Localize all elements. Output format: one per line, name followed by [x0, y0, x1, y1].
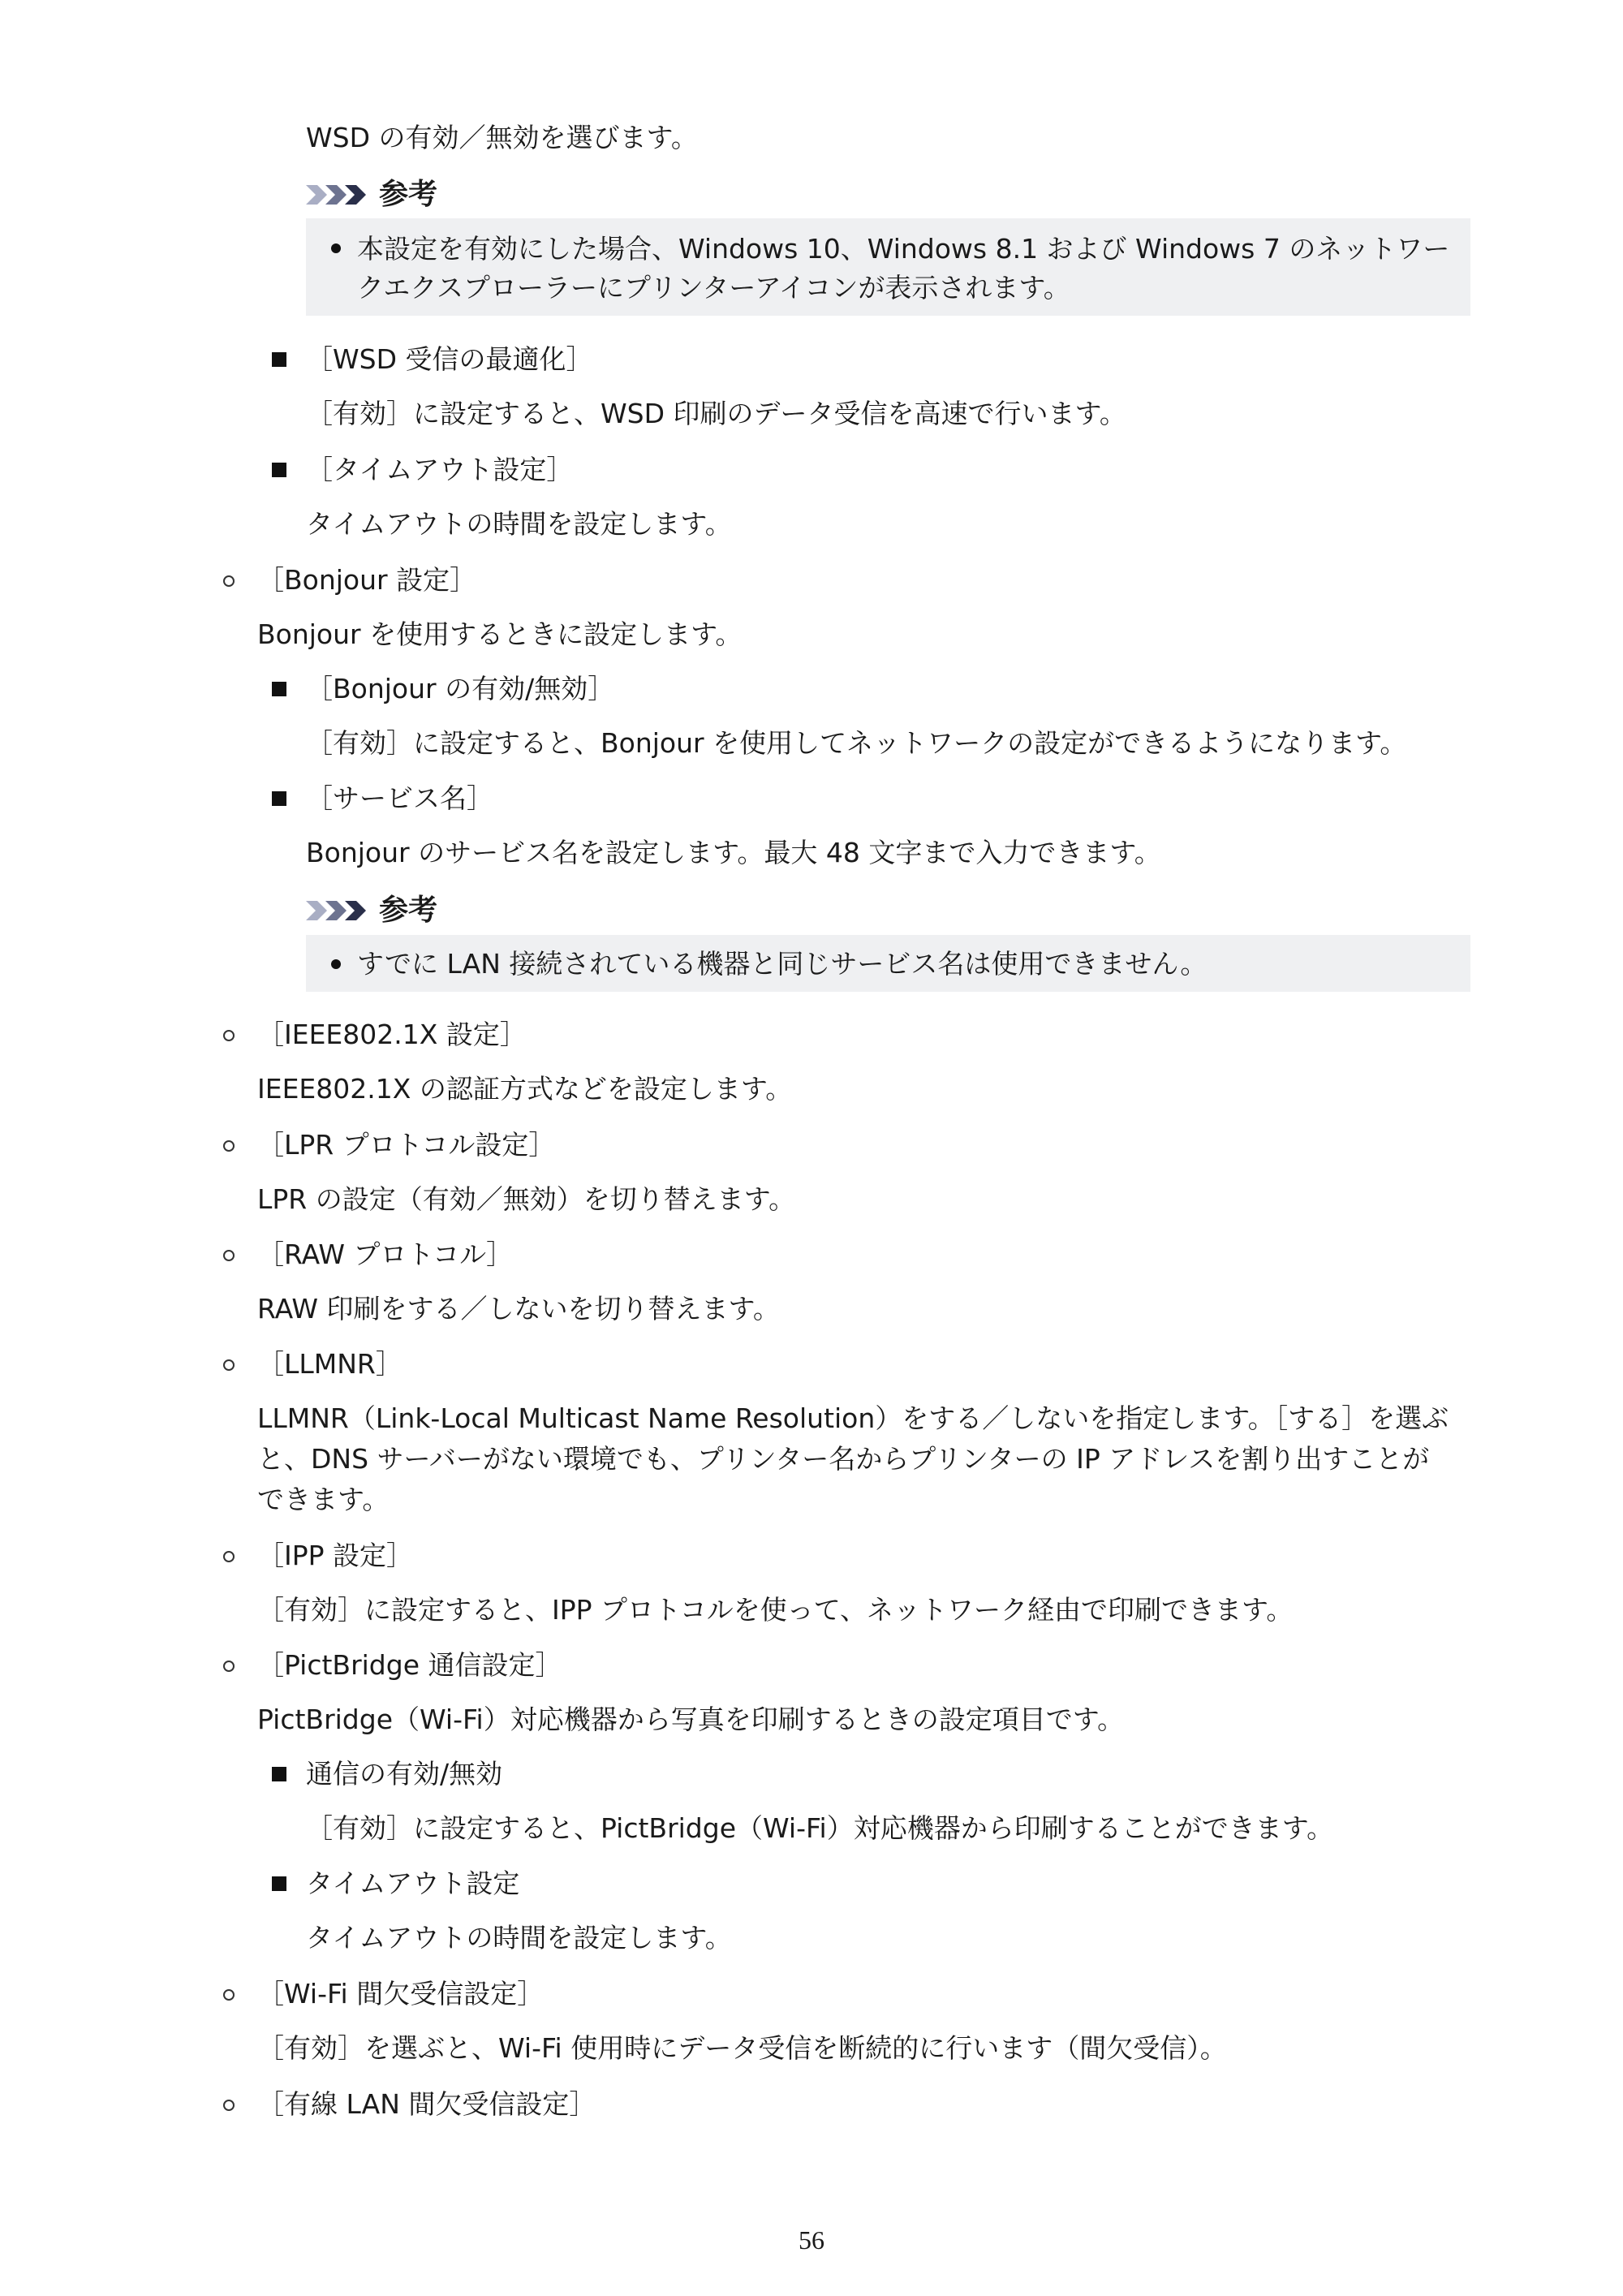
- paragraph: ［有効］に設定すると、IPP プロトコルを使って、ネットワーク経由で印刷できます。: [257, 1594, 1294, 1626]
- circle-bullet-icon: [223, 2100, 235, 2111]
- paragraph: Bonjour のサービス名を設定します。最大 48 文字まで入力できます。: [306, 837, 1161, 868]
- circle-bullet-icon: [223, 1359, 235, 1371]
- circle-bullet-icon: [223, 1551, 235, 1562]
- heading: ［LLMNR］: [257, 1348, 403, 1380]
- circle-bullet-icon: [223, 1140, 235, 1152]
- circle-bullet-icon: [223, 1030, 235, 1041]
- paragraph: Bonjour を使用するときに設定します。: [257, 618, 743, 650]
- subheading: 通信の有効/無効: [306, 1758, 503, 1790]
- note-title: 参考: [379, 178, 438, 211]
- bullet-dot-icon: [331, 243, 341, 253]
- subheading: ［タイムアウト設定］: [306, 454, 574, 485]
- paragraph-line: LLMNR（Link-Local Multicast Name Resolution）をする／しないを指定します。［する］を選ぶ: [257, 1402, 1449, 1434]
- square-bullet-icon: [272, 791, 286, 806]
- heading: ［Wi-Fi 間欠受信設定］: [257, 1978, 545, 2010]
- square-bullet-icon: [272, 352, 286, 367]
- subheading: ［サービス名］: [306, 782, 493, 814]
- paragraph: ［有効］に設定すると、WSD 印刷のデータ受信を高速で行います。: [306, 398, 1126, 429]
- note-arrows-icon: [306, 899, 374, 922]
- heading: ［Bonjour 設定］: [257, 564, 477, 596]
- note-title: 参考: [379, 894, 438, 927]
- page-number: 56: [799, 2225, 824, 2255]
- note-item: 本設定を有効にした場合、Windows 10、Windows 8.1 および Windows 7 のネットワー: [357, 233, 1450, 265]
- paragraph: LPR の設定（有効／無効）を切り替えます。: [257, 1183, 796, 1215]
- paragraph: ［有効］を選ぶと、Wi-Fi 使用時にデータ受信を断続的に行います（間欠受信）。: [257, 2032, 1227, 2064]
- circle-bullet-icon: [223, 1250, 235, 1261]
- note-item: クエクスプローラーにプリンターアイコンが表示されます。: [357, 272, 1070, 304]
- subheading: タイムアウト設定: [306, 1867, 520, 1899]
- paragraph: PictBridge（Wi-Fi）対応機器から写真を印刷するときの設定項目です。: [257, 1704, 1125, 1735]
- heading: ［有線 LAN 間欠受信設定］: [257, 2088, 596, 2120]
- subheading: ［WSD 受信の最適化］: [306, 343, 593, 375]
- paragraph: タイムアウトの時間を設定します。: [306, 1922, 732, 1954]
- square-bullet-icon: [272, 1876, 286, 1891]
- square-bullet-icon: [272, 463, 286, 477]
- paragraph: IEEE802.1X の認証方式などを設定します。: [257, 1073, 793, 1105]
- square-bullet-icon: [272, 1767, 286, 1781]
- paragraph: ［有効］に設定すると、Bonjour を使用してネットワークの設定ができるようになります。: [306, 727, 1407, 759]
- paragraph: タイムアウトの時間を設定します。: [306, 508, 732, 540]
- heading: ［IEEE802.1X 設定］: [257, 1019, 527, 1050]
- circle-bullet-icon: [223, 1989, 235, 2001]
- paragraph-line: と、DNS サーバーがない環境でも、プリンター名からプリンターの IP アドレスを割り出すことが: [257, 1443, 1430, 1475]
- square-bullet-icon: [272, 682, 286, 696]
- note-arrows-icon: [306, 183, 374, 206]
- paragraph-line: できます。: [257, 1484, 390, 1515]
- circle-bullet-icon: [223, 1661, 235, 1672]
- note-item: すでに LAN 接続されている機器と同じサービス名は使用できません。: [357, 948, 1208, 980]
- bullet-dot-icon: [331, 959, 341, 969]
- paragraph: RAW 印刷をする／しないを切り替えます。: [257, 1293, 780, 1325]
- subheading: ［Bonjour の有効/無効］: [306, 673, 615, 704]
- paragraph: ［有効］に設定すると、PictBridge（Wi-Fi）対応機器から印刷することができます。: [306, 1812, 1334, 1844]
- paragraph: WSD の有効／無効を選びます。: [306, 122, 698, 153]
- circle-bullet-icon: [223, 575, 235, 587]
- heading: ［IPP 設定］: [257, 1540, 414, 1571]
- heading: ［LPR プロトコル設定］: [257, 1129, 556, 1161]
- heading: ［PictBridge 通信設定］: [257, 1649, 562, 1681]
- heading: ［RAW プロトコル］: [257, 1238, 514, 1270]
